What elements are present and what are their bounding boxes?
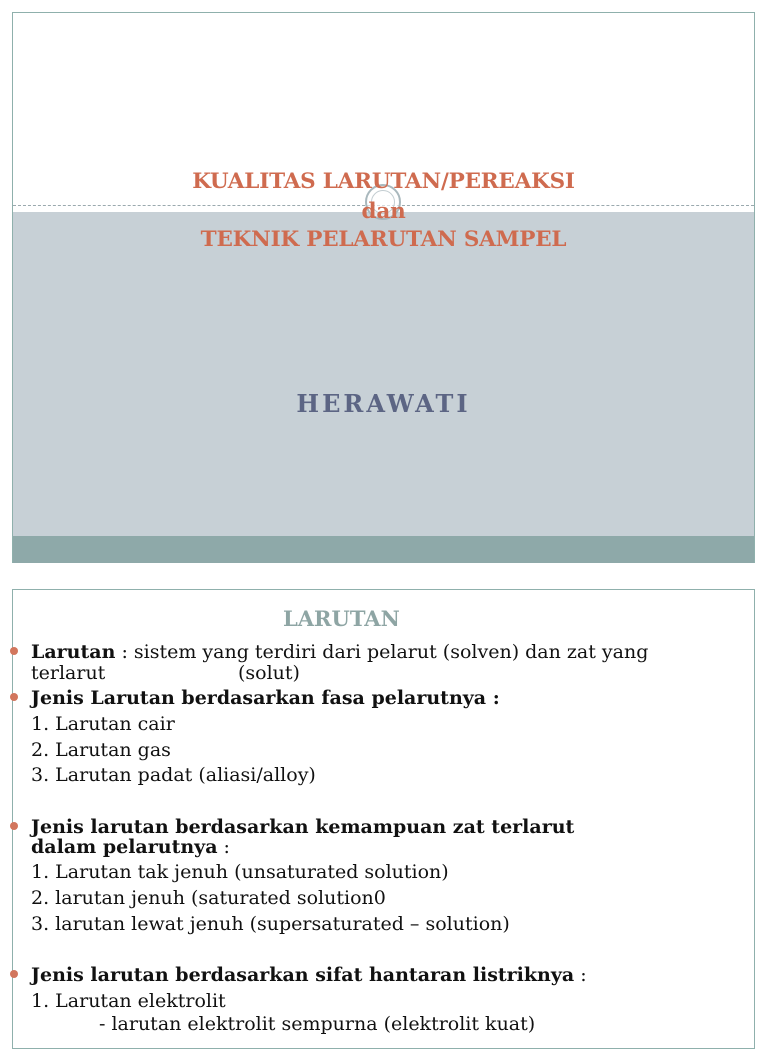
list-subitem: - larutan elektrolit sempurna (elektrolit kuat): [99, 1013, 536, 1035]
list-item: 1. Larutan elektrolit: [31, 990, 226, 1012]
author-name: HERAWATI: [296, 389, 471, 418]
bullet-icon: [10, 647, 18, 655]
title-slide-footer-bar: [13, 536, 754, 563]
definition-continuation: [31, 662, 300, 684]
title-line-3: TEKNIK PELARUTAN SAMPEL: [200, 227, 567, 252]
bullet-heading-listrik: [31, 965, 587, 985]
bullet-icon: [10, 693, 18, 701]
slide-heading: LARUTAN: [283, 606, 400, 631]
title-slide: [12, 12, 755, 563]
list-item: 2. Larutan gas: [31, 739, 171, 761]
heading-colon: :: [217, 836, 230, 858]
bullet-heading-text: Jenis larutan berdasarkan kemampuan zat terlarut: [31, 816, 575, 838]
title-slide-grey-band: [13, 212, 754, 536]
bullet-heading-kemampuan-cont: [31, 837, 230, 857]
list-item: 3. Larutan padat (aliasi/alloy): [31, 764, 316, 786]
bullet-icon: [10, 822, 18, 830]
definition-term: Larutan: [31, 641, 116, 663]
bullet-icon: [10, 970, 18, 978]
title-line-1: KUALITAS LARUTAN/PEREAKSI: [192, 169, 575, 194]
bullet-heading-kemampuan: [31, 817, 574, 837]
definition-cont-1: terlarut: [31, 662, 106, 684]
definition-text: : sistem yang terdiri dari pelarut (solven) dan zat yang: [115, 641, 649, 663]
list-item: 2. larutan jenuh (saturated solution0: [31, 887, 386, 909]
definition-line: [31, 642, 648, 662]
bullet-heading-text-cont: dalam pelarutnya: [31, 836, 218, 858]
bullet-heading-fasa: [31, 688, 500, 708]
list-item: 3. larutan lewat jenuh (supersaturated – solution): [31, 913, 510, 935]
definition-cont-2: (solut): [238, 662, 300, 684]
bullet-heading-text: Jenis larutan berdasarkan sifat hantaran listriknya: [31, 964, 575, 986]
title-line-2: dan: [361, 199, 406, 224]
content-slide: [12, 589, 755, 1049]
list-item: 1. Larutan cair: [31, 713, 175, 735]
heading-colon: :: [574, 964, 587, 986]
bullet-heading-text: Jenis Larutan berdasarkan fasa pelarutnya :: [31, 687, 500, 709]
list-item: 1. Larutan tak jenuh (unsaturated solution): [31, 861, 449, 883]
